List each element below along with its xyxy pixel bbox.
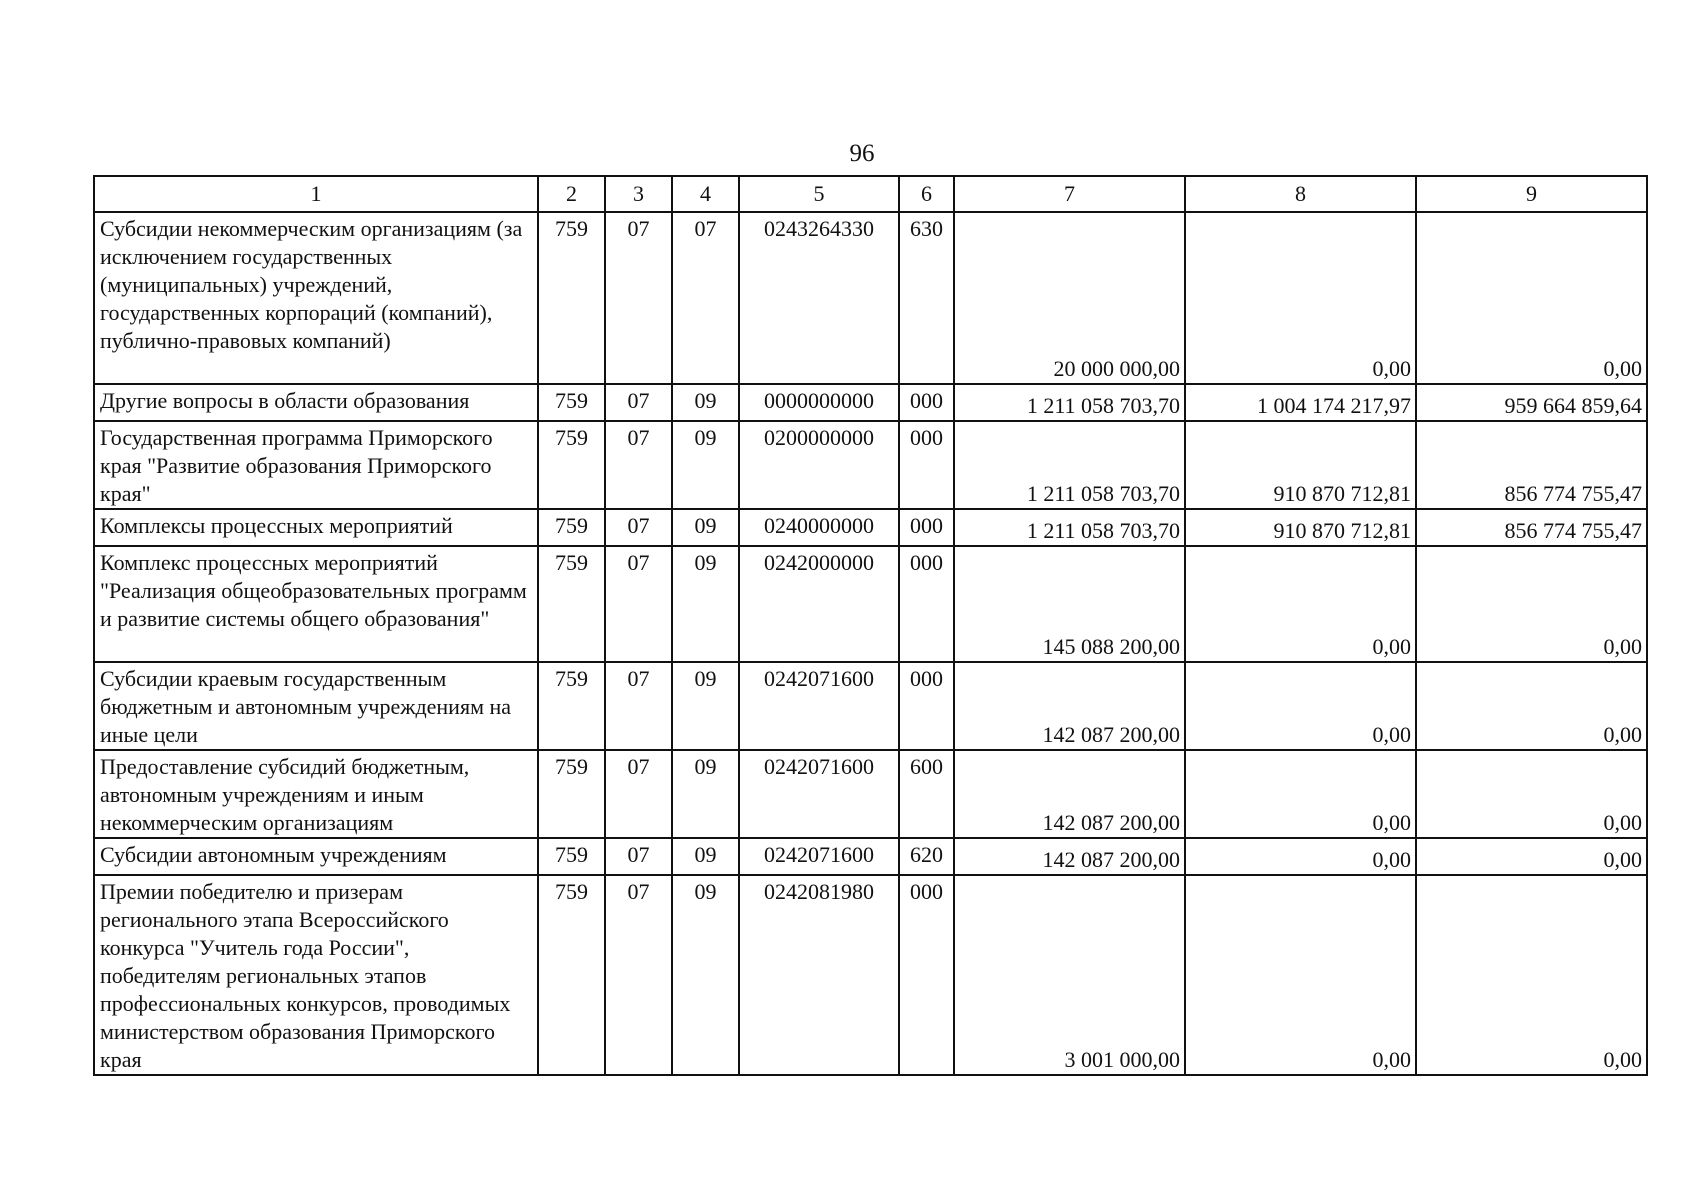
row-amount-8: 0,00: [1185, 546, 1416, 662]
header-cell-5: 5: [739, 176, 899, 212]
table-row: [94, 509, 1647, 546]
row-code-5: 0242071600: [739, 662, 899, 750]
row-code-6: 630: [899, 212, 954, 384]
row-amount-8: 0,00: [1185, 838, 1416, 875]
header-cell-7: 7: [954, 176, 1185, 212]
row-code-2: 759: [538, 875, 605, 1075]
row-code-3: 07: [605, 546, 672, 662]
row-code-6: 620: [899, 838, 954, 875]
row-code-2: 759: [538, 662, 605, 750]
row-code-3: 07: [605, 662, 672, 750]
row-amount-7: 3 001 000,00: [954, 875, 1185, 1075]
row-code-5: 0242071600: [739, 838, 899, 875]
row-amount-7: 1 211 058 703,70: [954, 421, 1185, 509]
row-code-4: 09: [672, 750, 739, 838]
row-name: Другие вопросы в области образования: [94, 384, 538, 421]
row-code-6: 000: [899, 421, 954, 509]
table-row: [94, 421, 1647, 509]
row-amount-7: 20 000 000,00: [954, 212, 1185, 384]
row-name: Субсидии автономным учреждениям: [94, 838, 538, 875]
row-code-6: 000: [899, 546, 954, 662]
row-code-5: 0200000000: [739, 421, 899, 509]
row-amount-7: 142 087 200,00: [954, 838, 1185, 875]
row-name: Субсидии краевым государственным бюджетным и автономным учреждениям на иные цели: [94, 662, 538, 750]
row-code-4: 09: [672, 421, 739, 509]
row-code-5: 0242081980: [739, 875, 899, 1075]
row-code-4: 07: [672, 212, 739, 384]
row-amount-9: 0,00: [1416, 212, 1647, 384]
row-code-3: 07: [605, 875, 672, 1075]
row-amount-8: 0,00: [1185, 212, 1416, 384]
row-code-6: 000: [899, 875, 954, 1075]
row-code-4: 09: [672, 509, 739, 546]
row-name: Комплексы процессных мероприятий: [94, 509, 538, 546]
row-code-6: 000: [899, 509, 954, 546]
row-code-4: 09: [672, 838, 739, 875]
row-code-2: 759: [538, 509, 605, 546]
row-amount-8: 0,00: [1185, 662, 1416, 750]
header-cell-3: 3: [605, 176, 672, 212]
table-row: [94, 546, 1647, 662]
header-cell-4: 4: [672, 176, 739, 212]
row-code-2: 759: [538, 838, 605, 875]
row-amount-7: 145 088 200,00: [954, 546, 1185, 662]
table-row: [94, 384, 1647, 421]
row-code-6: 000: [899, 384, 954, 421]
table-row: [94, 212, 1647, 384]
row-amount-9: 0,00: [1416, 662, 1647, 750]
row-name: Предоставление субсидий бюджетным, автономным учреждениям и иным некоммерческим организациям: [94, 750, 538, 838]
row-amount-9: 959 664 859,64: [1416, 384, 1647, 421]
header-cell-2: 2: [538, 176, 605, 212]
row-amount-8: 0,00: [1185, 750, 1416, 838]
row-amount-8: 1 004 174 217,97: [1185, 384, 1416, 421]
table-row: [94, 750, 1647, 838]
row-amount-7: 142 087 200,00: [954, 750, 1185, 838]
row-code-5: 0000000000: [739, 384, 899, 421]
row-code-3: 07: [605, 421, 672, 509]
row-code-5: 0242000000: [739, 546, 899, 662]
row-code-3: 07: [605, 384, 672, 421]
row-code-2: 759: [538, 421, 605, 509]
row-code-5: 0240000000: [739, 509, 899, 546]
row-amount-7: 1 211 058 703,70: [954, 509, 1185, 546]
header-row: [94, 176, 1647, 212]
budget-table: [93, 175, 1648, 1076]
row-amount-7: 142 087 200,00: [954, 662, 1185, 750]
row-name: Премии победителю и призерам регионального этапа Всероссийского конкурса "Учитель года России", победителям региональных этапов профессиональных конкурсов, проводимых министерством образования Приморского края: [94, 875, 538, 1075]
row-amount-9: 0,00: [1416, 875, 1647, 1075]
header-cell-6: 6: [899, 176, 954, 212]
table-row: [94, 875, 1647, 1075]
row-amount-7: 1 211 058 703,70: [954, 384, 1185, 421]
row-code-4: 09: [672, 384, 739, 421]
row-amount-9: 0,00: [1416, 546, 1647, 662]
row-code-3: 07: [605, 838, 672, 875]
row-code-2: 759: [538, 384, 605, 421]
table-row: [94, 662, 1647, 750]
row-code-2: 759: [538, 212, 605, 384]
row-code-6: 000: [899, 662, 954, 750]
page-number: 96: [849, 140, 875, 167]
header-cell-9: 9: [1416, 176, 1647, 212]
row-code-6: 600: [899, 750, 954, 838]
row-code-3: 07: [605, 509, 672, 546]
row-amount-9: 0,00: [1416, 838, 1647, 875]
header-cell-1: 1: [94, 176, 538, 212]
header-cell-8: 8: [1185, 176, 1416, 212]
table-row: [94, 838, 1647, 875]
row-code-3: 07: [605, 750, 672, 838]
row-code-5: 0242071600: [739, 750, 899, 838]
row-code-4: 09: [672, 546, 739, 662]
row-amount-9: 856 774 755,47: [1416, 509, 1647, 546]
row-amount-8: 910 870 712,81: [1185, 421, 1416, 509]
row-amount-9: 0,00: [1416, 750, 1647, 838]
row-code-2: 759: [538, 750, 605, 838]
row-amount-8: 0,00: [1185, 875, 1416, 1075]
row-name: Субсидии некоммерческим организациям (за исключением государственных (муниципальных) учреждений, государственных корпораций (компаний), публично-правовых компаний): [94, 212, 538, 384]
row-name: Комплекс процессных мероприятий "Реализация общеобразовательных программ и развитие системы общего образования": [94, 546, 538, 662]
row-code-3: 07: [605, 212, 672, 384]
row-code-2: 759: [538, 546, 605, 662]
row-code-5: 0243264330: [739, 212, 899, 384]
row-name: Государственная программа Приморского края "Развитие образования Приморского края": [94, 421, 538, 509]
row-code-4: 09: [672, 662, 739, 750]
row-amount-9: 856 774 755,47: [1416, 421, 1647, 509]
row-code-4: 09: [672, 875, 739, 1075]
row-amount-8: 910 870 712,81: [1185, 509, 1416, 546]
